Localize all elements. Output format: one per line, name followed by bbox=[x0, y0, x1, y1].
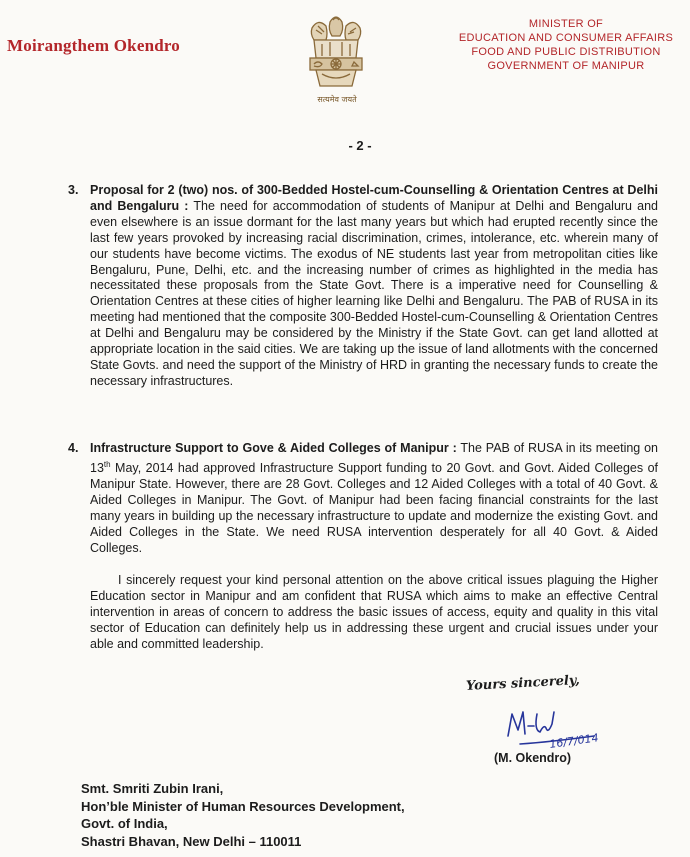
point-3 bbox=[68, 183, 658, 390]
addressee-block bbox=[81, 780, 561, 850]
office-designation bbox=[452, 17, 680, 73]
point-body bbox=[90, 183, 658, 390]
point-heading: Infrastructure Support to Gove & Aided Colleges of Manipur : bbox=[90, 441, 457, 455]
closing-paragraph bbox=[90, 573, 658, 653]
svg-text:16/7/014: 16/7/014 bbox=[548, 731, 600, 751]
addressee-line: Shastri Bhavan, New Delhi – 110011 bbox=[81, 833, 302, 849]
point-heading: Proposal for 2 (two) nos. of 300-Bedded Hostel-cum-Counselling & Orientation Centres at Delhi and Bengaluru : bbox=[90, 183, 658, 213]
addressee-line: Hon’ble Minister of Human Resources Development, bbox=[81, 798, 405, 814]
signatory-name: (M. Okendro) bbox=[494, 751, 572, 765]
addressee-line: Govt. of India, bbox=[81, 816, 168, 831]
office-line: GOVERNMENT OF MANIPUR bbox=[487, 60, 645, 72]
point-body bbox=[90, 441, 658, 557]
point-number: 4. bbox=[68, 441, 79, 455]
point-text: The PAB of RUSA in its meeting on 13 bbox=[90, 441, 658, 476]
office-line: FOOD AND PUBLIC DISTRIBUTION bbox=[471, 46, 661, 58]
point-text: The need for accommodation of students of Manipur at Delhi and Bengaluru and even elsewhere is an issue dormant for the last many years but which had erupted recently since the last few years provoked by increasing racial discrimination, crimes, intolerance, etc. wherein many of our students have become victims. The exodus of NE students last year from metropolitan cities like Bengaluru, Pune, Delhi, etc. and the increasing number of crimes as highlighted in the media has necessitated these proposals from the State Govt. There is a imperative need for Counselling & Orientation Centres at these cities of higher learning like Delhi and Bengaluru. The PAB of RUSA in its meeting had mentioned that the composite 300-Bedded Hostel-cum-Counselling & Orientation Centres at Delhi and Bengaluru may be considered by the Ministry if the State Govt. can get land allotted at appropriate location in the said cities. We are taking up the issue of land allotments with the concerned State Govts. and need the support of the Ministry of HRD in granting the necessary funds to create the necessary infrastructures. bbox=[90, 198, 658, 388]
office-line: MINISTER OF bbox=[528, 18, 604, 30]
point-text-continued: May, 2014 had approved Infrastructure Support funding to 20 Govt. and Govt. Aided Colleges of Manipur State. However, there are 28 Govt. Colleges and 12 Aided Colleges with a total of 40 Govt. & Aided Colleges in Manipur. The Govt. of Manipur had been facing financial constraints for the last many years in building up the necessary infrastructure to update and modernize the existing Govt. and Aided Colleges in the State. We need RUSA intervention desperately for all 40 Govt. & Aided Colleges. bbox=[90, 461, 658, 555]
addressee-line: Smt. Smriti Zubin Irani, bbox=[81, 781, 224, 796]
date-ordinal: th bbox=[103, 459, 111, 469]
emblem-motto: सत्यमेव जयते bbox=[317, 95, 357, 104]
closing-text: I sincerely request your kind personal attention on the above critical issues plaguing the Higher Education sector in Manipur and am confident that RUSA which aims to make an effective Central intervention in areas of concern to address the basic issues of access, equity and quality in this vital sector of Education can definitely help us in addressing these urgent and crucial issues under your able and committed leadership. bbox=[90, 573, 658, 651]
point-4 bbox=[68, 441, 658, 557]
office-line: EDUCATION AND CONSUMER AFFAIRS bbox=[458, 32, 674, 44]
page-number: - 2 - bbox=[348, 138, 372, 153]
handwritten-signature bbox=[490, 700, 610, 755]
sender-name: Moirangthem Okendro bbox=[7, 36, 181, 55]
valediction: Yours sincerely, bbox=[465, 673, 581, 694]
point-number: 3. bbox=[68, 183, 79, 197]
